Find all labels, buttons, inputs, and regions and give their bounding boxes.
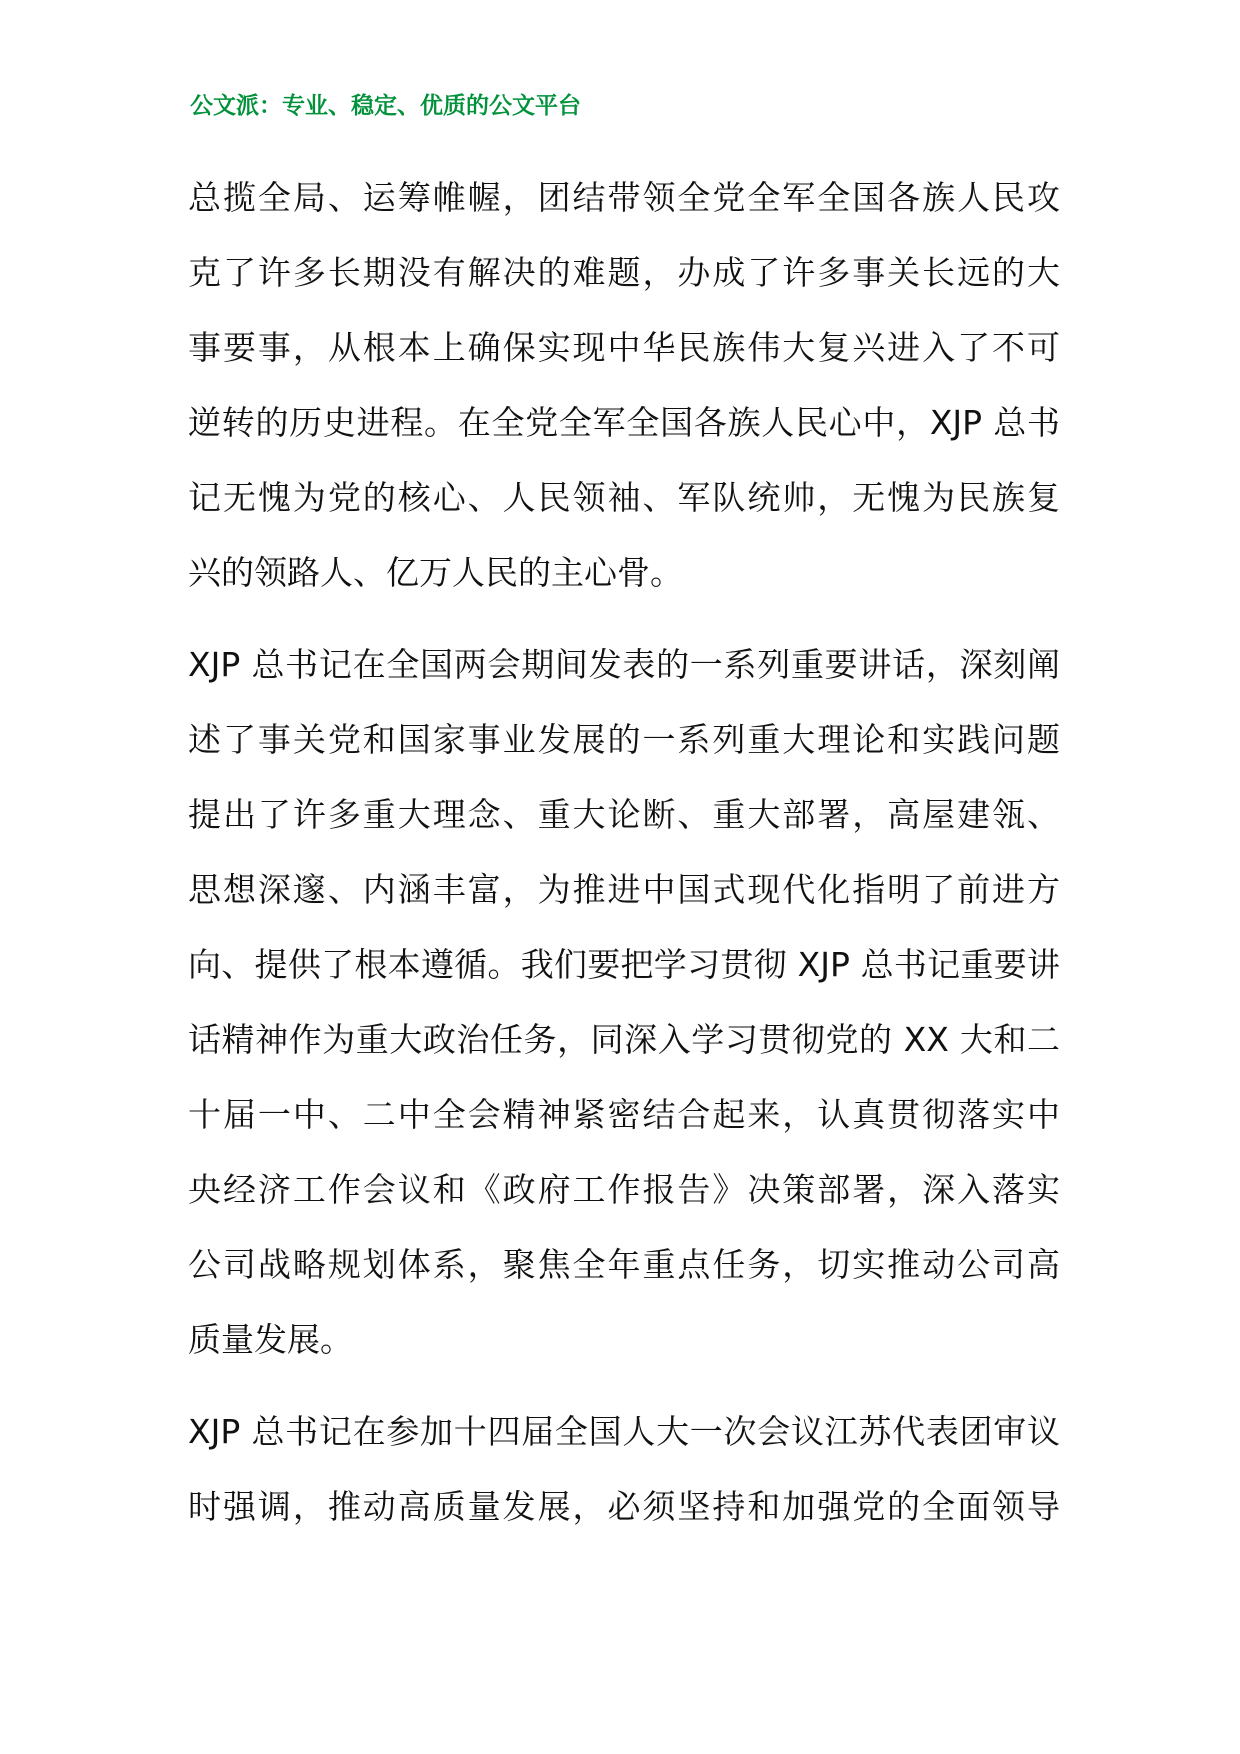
text-line: 事要事，从根本上确保实现中华民族伟大复兴进入了不可 [188, 328, 1060, 367]
text-line: 提出了许多重大理念、重大论断、重大部署，高屋建瓴、 [188, 795, 1060, 834]
text-line: 质量发展。 [188, 1320, 353, 1359]
text-line: 总揽全局、运筹帷幄，团结带领全党全军全国各族人民攻 [188, 178, 1060, 217]
header-title: 公文派：专业、稳定、优质的公文平台 [190, 93, 581, 119]
text-line: XJP 总书记在全国两会期间发表的一系列重要讲话，深刻阐 [188, 645, 1060, 684]
text-line: 思想深邃、内涵丰富，为推进中国式现代化指明了前进方 [188, 870, 1060, 909]
text-line: XJP 总书记在参加十四届全国人大一次会议江苏代表团审议 [188, 1412, 1060, 1451]
text-line: 克了许多长期没有解决的难题，办成了许多事关长远的大 [188, 253, 1060, 292]
text-line: 向、提供了根本遵循。我们要把学习贯彻 XJP 总书记重要讲 [188, 945, 1060, 984]
text-line: 记无愧为党的核心、人民领袖、军队统帅，无愧为民族复 [188, 478, 1060, 517]
text-line: 兴的领路人、亿万人民的主心骨。 [188, 553, 683, 592]
text-line: 十届一中、二中全会精神紧密结合起来，认真贯彻落实中 [188, 1095, 1060, 1134]
text-line: 话精神作为重大政治任务，同深入学习贯彻党的 XX 大和二 [188, 1020, 1060, 1059]
paragraph-3 [188, 1394, 1060, 1544]
paragraph-1 [188, 160, 1060, 610]
paragraph-2 [188, 627, 1060, 1377]
text-line: 逆转的历史进程。在全党全军全国各族人民心中，XJP 总书 [188, 403, 1060, 442]
text-line: 央经济工作会议和《政府工作报告》决策部署，深入落实 [188, 1170, 1060, 1209]
text-line: 述了事关党和国家事业发展的一系列重大理论和实践问题 [188, 720, 1060, 759]
text-line: 时强调，推动高质量发展，必须坚持和加强党的全面领导 [188, 1487, 1060, 1526]
text-line: 公司战略规划体系，聚焦全年重点任务，切实推动公司高 [188, 1245, 1060, 1284]
